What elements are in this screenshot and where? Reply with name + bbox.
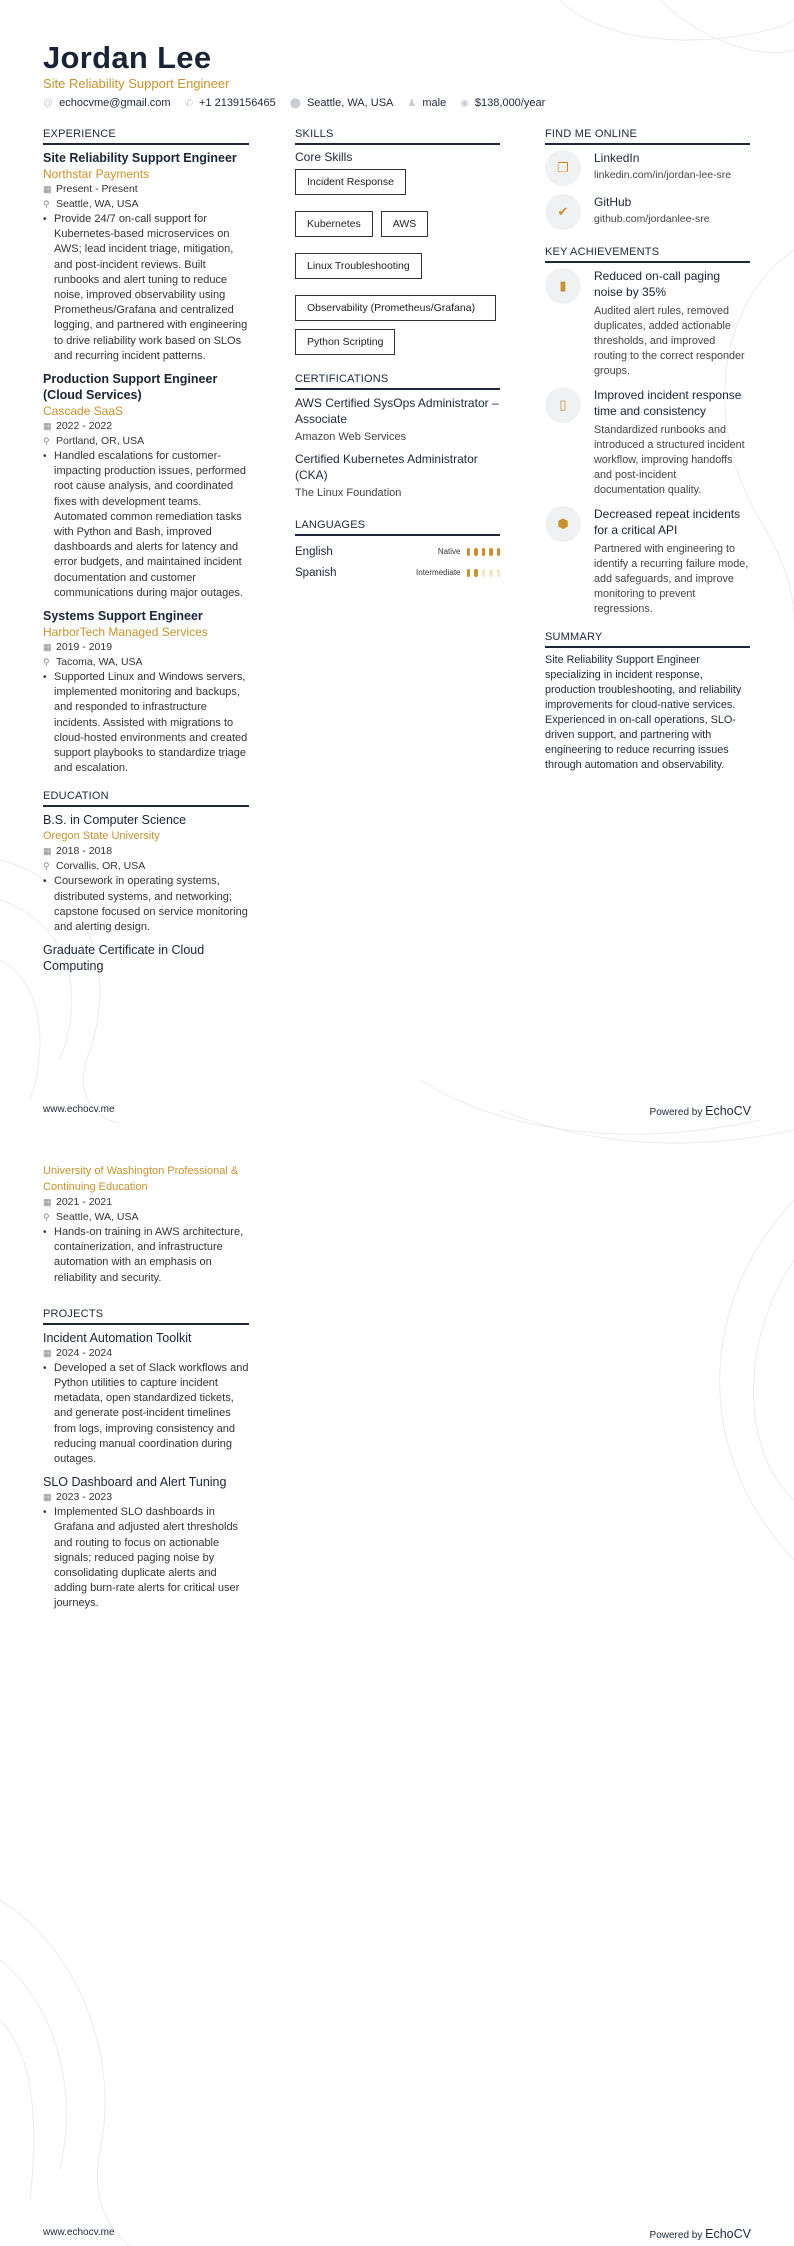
school-name: University of Washington Professional & Continuing Education — [43, 1165, 239, 1193]
clipboard-icon: ▮ — [545, 268, 581, 304]
footer-site-link[interactable]: www.echocv.me — [43, 2227, 115, 2238]
project-title: Incident Automation Toolkit — [43, 1330, 192, 1345]
contact-location — [290, 97, 394, 109]
education-dates — [43, 844, 249, 859]
location-pin-icon: ⚲ — [43, 199, 50, 209]
language-level: Native — [437, 547, 461, 556]
job-dates — [43, 640, 249, 655]
resume-page-2 — [0, 1123, 794, 2246]
education-location — [43, 859, 249, 874]
project-title: SLO Dashboard and Alert Tuning — [43, 1475, 227, 1490]
at-icon: @ — [43, 97, 54, 109]
powered-by-text: Powered by — [649, 2230, 703, 2241]
summary-text: Site Reliability Support Engineer specializing in incident response, production troubleshooting, and reliability improvements for cloud-native services. Experienced in on-call operations, SLO-driven support, and partnering with engineering to reduce recurring issues through automation and observability. — [545, 654, 742, 771]
section-heading-languages: LANGUAGES — [295, 519, 500, 536]
skill-group-title: Core Skills — [295, 150, 353, 164]
job-location — [43, 197, 249, 212]
contact-phone[interactable] — [185, 97, 276, 109]
level-bar — [489, 569, 493, 577]
level-bar — [474, 569, 478, 577]
experience-entry — [43, 608, 249, 776]
middle-column — [295, 128, 500, 583]
powered-by-text: Powered by — [649, 1107, 703, 1118]
achievement-description: Audited alert rules, removed duplicates, added actionable thresholds, and improved routing to the correct responder groups. — [594, 305, 745, 377]
project-dates — [43, 1346, 249, 1361]
language-level: Intermediate — [416, 568, 461, 577]
profile-label: LinkedIn — [594, 151, 640, 165]
brand-name: EchoCV — [705, 2227, 751, 2241]
achievement-title: Decreased repeat incidents for a critical API — [594, 507, 741, 537]
level-bar — [497, 548, 501, 556]
contact-gender — [407, 97, 446, 109]
language-level-bars — [467, 548, 501, 556]
person-icon: ♟ — [407, 97, 417, 109]
location-text: Seattle, WA, USA — [56, 1211, 139, 1223]
gender-text: male — [422, 97, 447, 109]
footer-site-link[interactable]: www.echocv.me — [43, 1104, 115, 1115]
candidate-title: Site Reliability Support Engineer — [43, 76, 230, 91]
section-heading-skills: SKILLS — [295, 128, 500, 145]
skill-tags — [295, 169, 500, 355]
salary-text: $138,000/year — [474, 97, 546, 109]
company-name: HarborTech Managed Services — [43, 625, 208, 640]
job-title: Systems Support Engineer — [43, 609, 203, 624]
level-bar — [482, 548, 486, 556]
bullet-text: Handled escalations for customer-impacting production issues, performed root cause analysis, and coordinated fixes with development teams. Automated common remediation tasks with Python and Bash, improved dashboards and alerts for latency and error budgets, and maintained incident documentation and customer communications during major outages. — [54, 450, 246, 599]
section-heading-certifications: CERTIFICATIONS — [295, 373, 500, 390]
skill-tag: Python Scripting — [295, 329, 395, 355]
calendar-icon: ▦ — [43, 1492, 52, 1503]
level-bar — [467, 569, 471, 577]
location-text: Corvallis, OR, USA — [56, 860, 146, 873]
certification-name: AWS Certified SysOps Administrator – Associate — [295, 396, 499, 426]
achievement-description: Partnered with engineering to identify a recurring failure mode, add safeguards, and improve monitoring to prevent regressions. — [594, 543, 749, 615]
job-title: Site Reliability Support Engineer — [43, 151, 237, 165]
education-location — [43, 1210, 249, 1225]
dates-text: 2023 - 2023 — [56, 1491, 113, 1504]
right-column — [545, 128, 750, 773]
calendar-icon: ▦ — [43, 846, 52, 857]
bullet-icon: • — [43, 876, 47, 888]
bullet-icon: • — [43, 1362, 47, 1374]
bullet-icon: • — [43, 451, 47, 463]
bullet-icon: • — [43, 1507, 47, 1519]
job-bullet — [43, 449, 249, 601]
github-icon: ✔ — [545, 194, 581, 230]
dates-text: 2019 - 2019 — [56, 641, 113, 654]
level-bar — [467, 548, 471, 556]
education-bullet — [43, 1225, 249, 1286]
online-profile-linkedin[interactable] — [545, 150, 750, 186]
project-dates — [43, 1490, 249, 1505]
profile-label: GitHub — [594, 195, 632, 209]
box-icon: ⬢ — [545, 506, 581, 542]
calendar-icon: ▦ — [43, 1347, 52, 1358]
achievement-item — [545, 506, 750, 617]
project-bullet — [43, 1505, 249, 1611]
location-pin-icon: ⚲ — [43, 436, 50, 447]
skill-tag: Linux Troubleshooting — [295, 253, 422, 279]
linkedin-icon: ❐ — [545, 150, 581, 186]
section-heading-summary: SUMMARY — [545, 631, 750, 648]
email-text: echocvme@gmail.com — [59, 97, 171, 109]
job-dates — [43, 419, 249, 434]
bullet-text: Developed a set of Slack workflows and Python utilities to capture incident metadata, open standardized tickets, and generate post-incident timelines from logs, improving consistency and reducing manual coordination during outages. — [54, 1361, 249, 1466]
bullet-text: Hands-on training in AWS architecture, containerization, and infrastructure automation with an emphasis on reliability and security. — [54, 1226, 244, 1284]
job-location — [43, 655, 249, 670]
dates-text: 2018 - 2018 — [56, 845, 113, 858]
education-bullet — [43, 874, 249, 935]
location-text: Seattle, WA, USA — [56, 198, 139, 210]
job-location — [43, 434, 249, 449]
company-name: Cascade SaaS — [43, 404, 124, 419]
section-heading-projects: PROJECTS — [43, 1308, 249, 1325]
location-text: Portland, OR, USA — [56, 435, 145, 448]
degree-title: B.S. in Computer Science — [43, 813, 187, 828]
profile-url[interactable]: github.com/jordanlee-sre — [594, 213, 710, 225]
dates-text: 2024 - 2024 — [56, 1346, 113, 1359]
calendar-icon: ▦ — [43, 642, 52, 653]
bullet-icon: • — [43, 214, 47, 225]
calendar-icon: ▦ — [43, 421, 52, 432]
achievement-item — [545, 387, 750, 498]
job-bullet — [43, 670, 249, 776]
level-bar — [482, 569, 486, 577]
skill-tag: Kubernetes — [295, 211, 373, 237]
education-dates — [43, 1195, 249, 1210]
degree-title: Graduate Certificate in Cloud Computing — [43, 943, 205, 974]
phone-icon: ✆ — [184, 97, 193, 109]
certification-issuer: The Linux Foundation — [295, 487, 402, 499]
location-text: Seattle, WA, USA — [306, 97, 394, 109]
dates-text: 2022 - 2022 — [56, 420, 113, 433]
level-bar — [489, 548, 493, 556]
certification-name: Certified Kubernetes Administrator (CKA) — [295, 452, 478, 482]
language-name: Spanish — [295, 566, 337, 579]
bullet-text: Coursework in operating systems, distributed systems, and networking; capstone focused on service monitoring and alerting design. — [54, 875, 248, 934]
experience-entry — [43, 150, 249, 364]
section-heading-education: EDUCATION — [43, 790, 249, 807]
project-bullet — [43, 1361, 249, 1467]
coin-icon: ◉ — [460, 97, 469, 109]
section-heading-online: FIND ME ONLINE — [545, 128, 750, 145]
education-entry — [43, 812, 249, 935]
phone-text: +1 2139156465 — [198, 97, 276, 109]
left-column — [43, 128, 249, 974]
achievement-title: Improved incident response time and consistency — [594, 388, 742, 418]
skill-tag: Incident Response — [295, 169, 406, 195]
section-heading-experience: EXPERIENCE — [43, 128, 249, 145]
location-pin-icon: ⚲ — [43, 657, 50, 668]
level-bar — [474, 548, 478, 556]
dates-text: 2021 - 2021 — [56, 1196, 113, 1208]
job-dates — [43, 182, 249, 197]
contact-bar — [43, 97, 545, 109]
location-text: Tacoma, WA, USA — [56, 656, 143, 669]
certification-issuer: Amazon Web Services — [295, 431, 407, 443]
achievement-item — [545, 268, 750, 379]
dates-text: Present - Present — [56, 183, 138, 195]
level-bar — [497, 569, 501, 577]
location-icon: ⬤ — [289, 97, 301, 109]
candidate-name: Jordan Lee — [43, 40, 212, 75]
footer-powered-by[interactable] — [650, 1104, 751, 1118]
achievement-title: Reduced on-call paging noise by 35% — [594, 269, 721, 299]
contact-email[interactable] — [43, 97, 171, 109]
company-name: Northstar Payments — [43, 167, 150, 181]
achievement-description: Standardized runbooks and introduced a structured incident workflow, improving handoffs and post-incident documentation quality. — [594, 424, 745, 496]
profile-url[interactable]: linkedin.com/in/jordan-lee-sre — [594, 169, 732, 181]
brand-name: EchoCV — [705, 1104, 751, 1118]
school-name: Oregon State University — [43, 830, 160, 843]
skill-tag: Observability (Prometheus/Grafana) — [295, 295, 496, 321]
location-pin-icon: ⚲ — [43, 861, 50, 872]
contact-salary — [460, 97, 545, 109]
language-name: English — [295, 545, 333, 558]
language-level-bars — [467, 569, 501, 577]
online-profile-github[interactable] — [545, 194, 750, 230]
skill-tag: AWS — [381, 211, 429, 237]
tablet-icon: ▯ — [545, 387, 581, 423]
bullet-text: Provide 24/7 on-call support for Kubernetes-based microservices on AWS; lead incident triage, mitigation, and post-incident reviews. Built runbooks and alert tuning to reduce noise, improved observability using Prometheus/Grafana and centralized logging, and partnered with engineering to drive reliability work based on SLOs and recurring incident patterns. — [54, 213, 248, 362]
calendar-icon: ▦ — [43, 1197, 52, 1207]
bullet-icon: • — [43, 672, 47, 684]
job-bullet — [43, 212, 249, 364]
calendar-icon: ▦ — [43, 184, 52, 194]
location-pin-icon: ⚲ — [43, 1212, 50, 1222]
language-row — [295, 562, 500, 583]
bullet-icon: • — [43, 1227, 47, 1238]
left-column-continued — [43, 1163, 249, 1619]
job-title: Production Support Engineer (Cloud Services) — [43, 372, 218, 403]
bullet-text: Implemented SLO dashboards in Grafana and adjusted alert thresholds and routing to focus on actionable signals; reduced paging noise by consolidating duplicate alerts and adding burn-rate alerts for critical user journeys. — [54, 1506, 240, 1610]
footer-powered-by[interactable] — [650, 2227, 751, 2241]
language-row — [295, 541, 500, 562]
section-heading-achievements: KEY ACHIEVEMENTS — [545, 246, 750, 263]
bullet-text: Supported Linux and Windows servers, implemented monitoring and backups, and responded to infrastructure incidents. Assisted with migrations to cloud-hosted environments and created support playbooks to standardize triage and escalation. — [54, 671, 248, 775]
experience-entry — [43, 371, 249, 601]
